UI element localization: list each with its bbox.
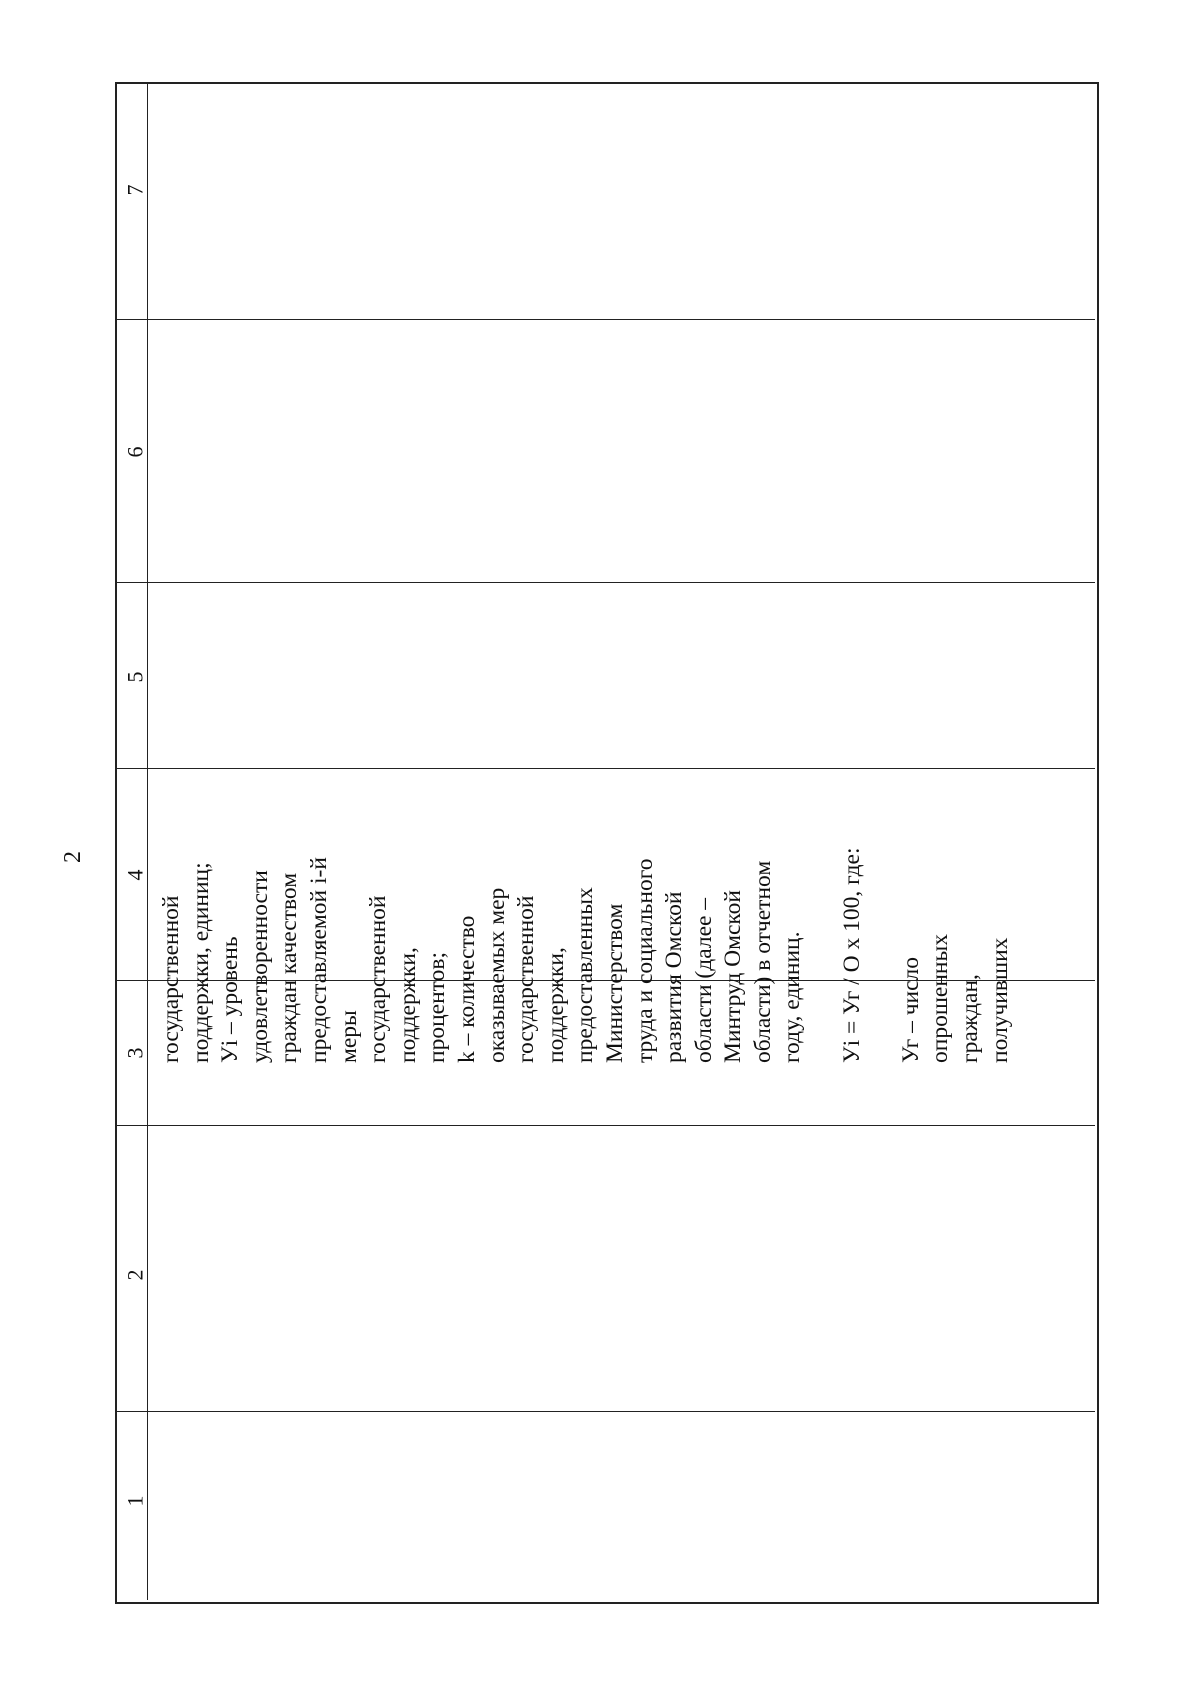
col6-line: области) в отчетном	[749, 860, 776, 1063]
col6-line: опрошенных	[927, 933, 954, 1063]
col6-line: предоставляемой i-й	[305, 857, 332, 1063]
col6-line: поддержки,	[394, 947, 421, 1063]
col6-line	[808, 773, 838, 1063]
col6-line: граждан качеством	[276, 872, 303, 1063]
col6-line: поддержки, единиц;	[187, 862, 214, 1063]
page-number: 2	[60, 851, 86, 863]
col6-line: Минтруд Омской	[720, 890, 747, 1063]
header-separator	[147, 82, 148, 1600]
col6-line: государственной	[513, 895, 540, 1063]
col6-line: предоставленных	[572, 887, 599, 1063]
col6-line: оказываемых мер	[483, 887, 510, 1063]
col-header-5: 5	[122, 671, 147, 683]
col-header-2: 2	[122, 1269, 147, 1281]
col-header-6: 6	[122, 446, 147, 458]
col6-line: развития Омской	[661, 891, 688, 1063]
col6-line: Уi = Уг / О x 100, где:	[838, 847, 865, 1063]
col6-line: процентов;	[424, 952, 451, 1063]
col-header-3: 3	[122, 1047, 147, 1059]
col6-line: Уг – число	[897, 956, 924, 1063]
col-separator-6-5	[115, 582, 1095, 583]
col6-line: государственной	[158, 895, 184, 1063]
col6-line: Министерством	[601, 903, 628, 1063]
col6-line: году, единиц.	[779, 931, 806, 1063]
col6-line: труда и социального	[631, 858, 658, 1063]
col-separator-3-2	[115, 1125, 1095, 1126]
col6-line: k – количество	[453, 915, 480, 1063]
col-separator-2-1	[115, 1411, 1095, 1412]
col6-line: удовлетворенности	[246, 870, 273, 1063]
col6-line: Уi – уровень	[217, 936, 244, 1063]
col-separator-5-4	[115, 768, 1095, 769]
col6-line: поддержки,	[542, 947, 569, 1063]
col6-line: меры	[335, 1010, 362, 1063]
rotated-table	[115, 82, 1097, 1602]
col6-line: получивших	[986, 937, 1013, 1063]
col-header-1: 1	[122, 1495, 147, 1507]
col6-line: граждан,	[957, 974, 984, 1063]
col6-cell-text	[157, 773, 1037, 1063]
col6-line: государственной	[365, 895, 392, 1063]
col6-line: области (далее –	[690, 897, 717, 1063]
col-header-7: 7	[122, 184, 147, 196]
col6-line	[867, 773, 897, 1063]
col-separator-7-6	[115, 319, 1095, 320]
col-header-4: 4	[122, 869, 147, 881]
